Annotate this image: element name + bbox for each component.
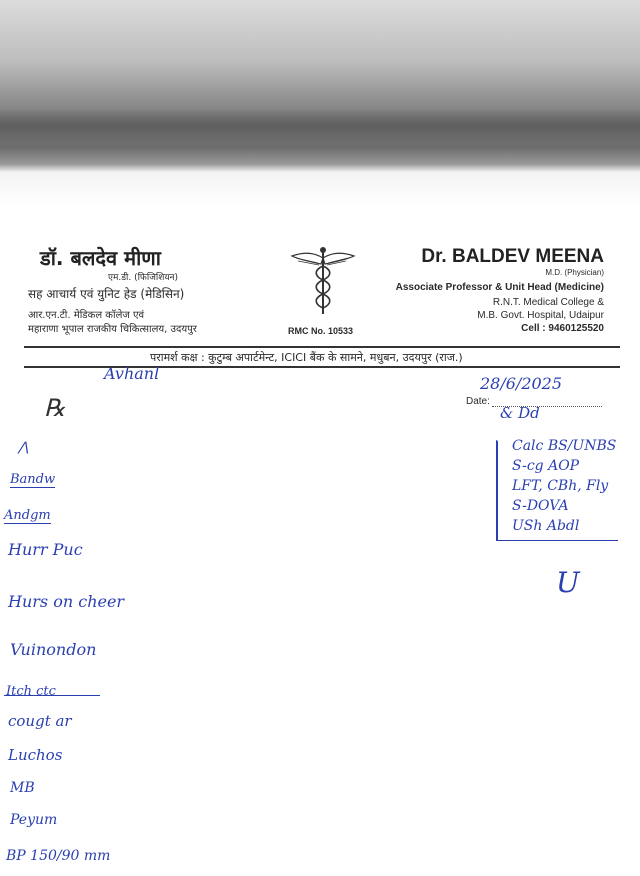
caduceus-icon [290,244,356,316]
note-scribble-2: Andgm [4,508,51,523]
date-handwritten: 28/6/2025 [480,374,563,393]
rmc-number: RMC No. 10533 [288,326,354,336]
note-line: Hurs on cheer [8,592,125,611]
note-scribble-1: Bandw [10,472,56,487]
rx-symbol: ℞ [44,394,66,422]
investigation-line: LFT, CBh, Fly [512,478,609,494]
doctor-name-english: Dr. BALDEV MEENA [421,246,604,267]
position-hindi: सह आचार्य एवं युनिट हेड (मेडिसिन) [28,287,185,301]
cell-number: Cell : 9460125520 [521,323,604,334]
patient-name-handwritten: Avhanl [104,364,160,383]
note-mark: ⋀ [18,440,29,455]
position-english: Associate Professor & Unit Head (Medicine) [395,282,604,293]
college-english: R.N.T. Medical College & [492,297,604,308]
degree-hindi: एम.डी. (फिजिशियन) [108,273,179,283]
date-label: Date: [466,396,490,407]
college-hindi: आर.एन.टी. मेडिकल कॉलेज एवं [28,310,145,321]
notes-underline [496,540,618,541]
hospital-hindi: महाराणा भूपाल राजकीय चिकित्सालय, उदयपुर [28,324,197,335]
signature: U [556,566,580,599]
note-line: cougt ar [8,712,72,730]
investigation-line: S-cg AOP [512,458,580,474]
hospital-english: M.B. Govt. Hospital, Udaipur [477,310,604,321]
strike-line [4,695,100,696]
degree-english: M.D. (Physician) [545,268,604,277]
note-line: Luchos [8,746,63,764]
note-line: BP 150/90 mm [6,848,111,864]
investigation-line: Calc BS/UNBS [512,438,617,454]
investigation-line: S-DOVA [512,498,569,514]
investigations-heading: & Dd [500,404,540,422]
investigation-line: USh Abdl [512,518,580,534]
doctor-name-hindi: डॉ. बलदेव मीणा [40,246,161,270]
notes-bracket [496,440,504,541]
note-line: Vuinondon [10,640,97,659]
scan-streak [0,108,640,144]
note-struck: Itch ctc [6,684,56,699]
note-line: Hurr Puc [8,540,83,559]
consulting-address: परामर्श कक्ष : कुटुम्ब अपार्टमेन्ट, ICICI बैंक के सामने, मधुबन, उदयपुर (राज.) [150,351,463,364]
scan-shadow [0,0,640,205]
header-rule-top [24,346,620,348]
note-line: MB [10,780,35,796]
note-line: Peyum [10,812,58,828]
